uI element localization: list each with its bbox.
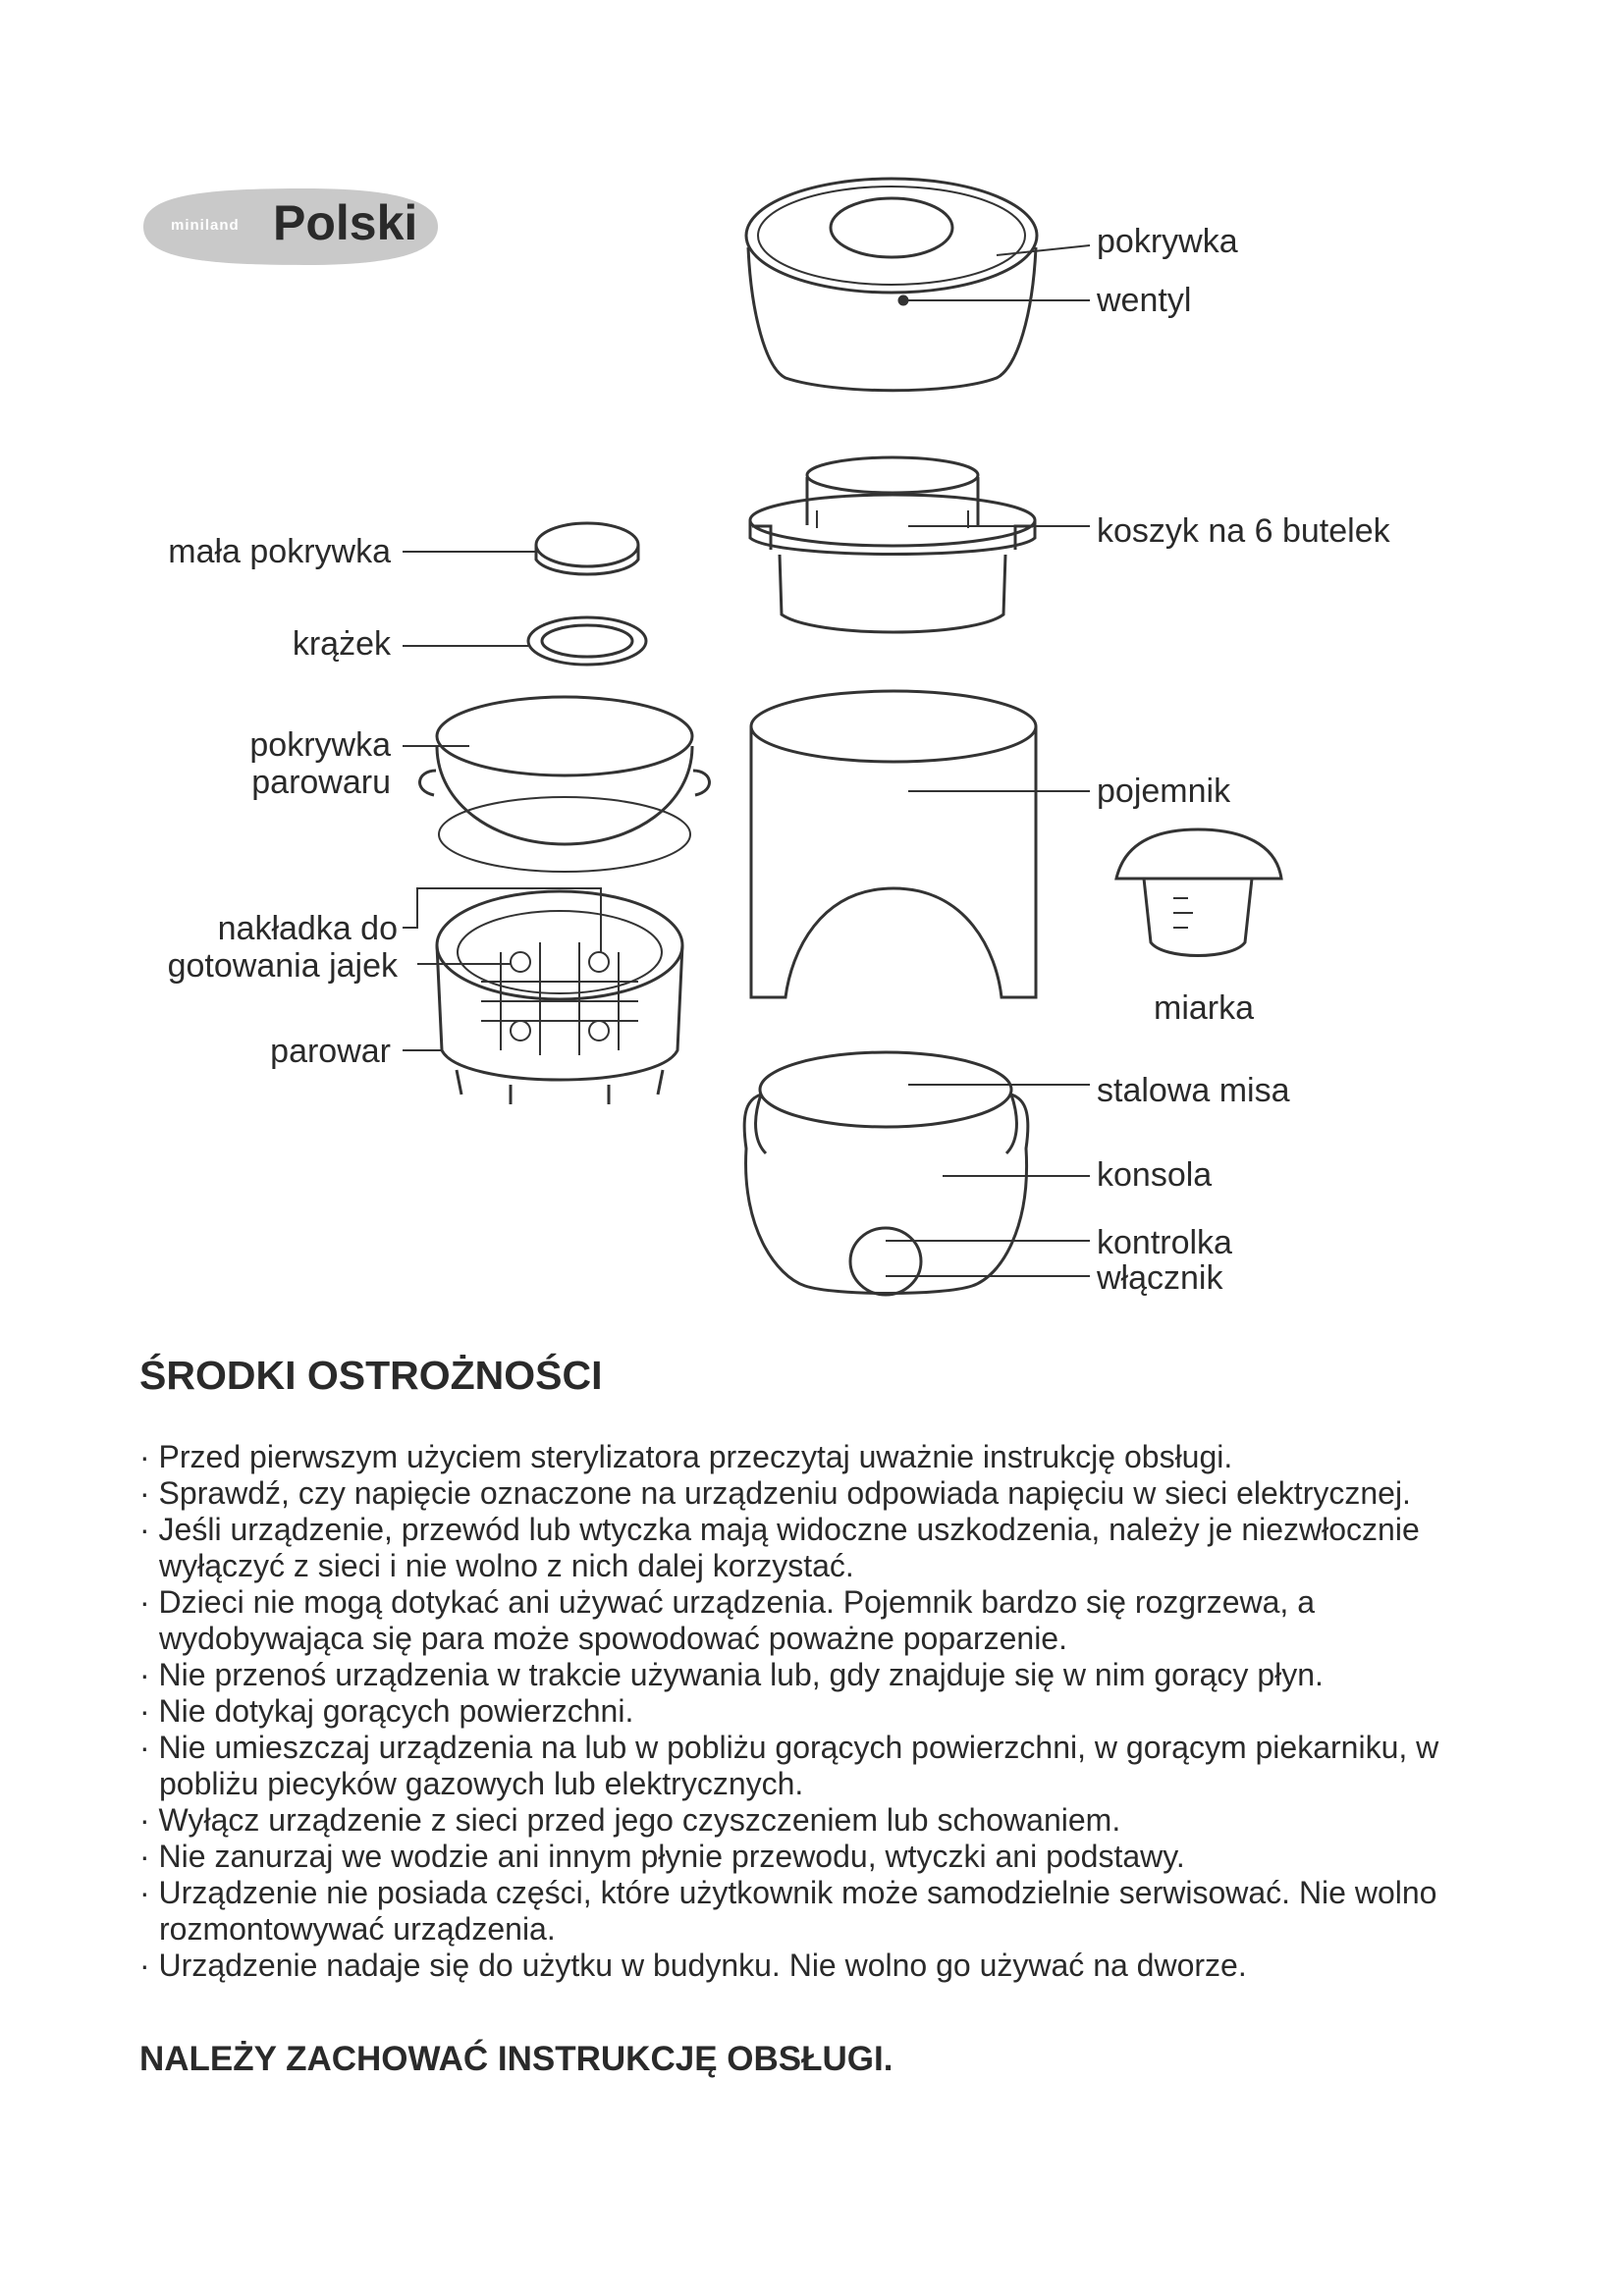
language-title: Polski bbox=[273, 195, 418, 250]
label-mala-pokrywka: mała pokrywka bbox=[168, 533, 391, 570]
lid-drawing bbox=[746, 179, 1037, 391]
basket-drawing bbox=[750, 457, 1035, 632]
leader-lines bbox=[403, 245, 1090, 1276]
list-item: · Nie umieszczaj urządzenia na lub w pobliżu gorących powierzchni, w gorącym piekarniku, w pobliżu piecyków gazowych lub elektrycznych. bbox=[139, 1730, 1514, 1802]
brand-logo: miniland bbox=[171, 217, 240, 234]
list-item: · Jeśli urządzenie, przewód lub wtyczka mają widoczne uszkodzenia, należy je niezwłocznie wyłączyć z sieci i nie wolno z nich dalej korzystać. bbox=[139, 1512, 1514, 1584]
product-diagram bbox=[0, 167, 1624, 1345]
list-item: · Wyłącz urządzenie z sieci przed jego czyszczeniem lub schowaniem. bbox=[139, 1802, 1514, 1839]
label-parowar: parowar bbox=[270, 1033, 391, 1070]
label-krazek: krążek bbox=[292, 625, 391, 663]
label-pojemnik: pojemnik bbox=[1097, 773, 1231, 810]
list-item: · Przed pierwszym użyciem sterylizatora przeczytaj uważnie instrukcję obsługi. bbox=[139, 1439, 1514, 1475]
list-item: · Nie przenoś urządzenia w trakcie używania lub, gdy znajduje się w nim gorący płyn. bbox=[139, 1657, 1514, 1693]
label-wlacznik: włącznik bbox=[1097, 1259, 1223, 1297]
list-item: · Nie zanurzaj we wodzie ani innym płynie przewodu, wtyczki ani podstawy. bbox=[139, 1839, 1514, 1875]
precautions-title: ŚRODKI OSTROŻNOŚCI bbox=[139, 1353, 603, 1398]
label-pokrywka-parowaru-2: parowaru bbox=[251, 764, 391, 801]
container-drawing bbox=[751, 691, 1036, 997]
label-kontrolka: kontrolka bbox=[1097, 1224, 1232, 1261]
list-item: · Sprawdź, czy napięcie oznaczone na urządzeniu odpowiada napięciu w sieci elektrycznej. bbox=[139, 1475, 1514, 1512]
measuring-cup-drawing bbox=[1116, 829, 1281, 956]
label-pokrywka-parowaru-1: pokrywka bbox=[249, 726, 391, 764]
label-pokrywka: pokrywka bbox=[1097, 223, 1238, 260]
small-lid-drawing bbox=[536, 523, 638, 574]
disk-drawing bbox=[528, 617, 646, 665]
base-drawing bbox=[744, 1052, 1028, 1295]
list-item: · Urządzenie nie posiada części, które użytkownik może samodzielnie serwisować. Nie wolno rozmontowywać urządzenia. bbox=[139, 1875, 1514, 1948]
label-wentyl: wentyl bbox=[1097, 282, 1192, 319]
label-nakladka-1: nakładka do bbox=[217, 910, 398, 947]
list-item: · Nie dotykaj gorących powierzchni. bbox=[139, 1693, 1514, 1730]
list-item: · Dzieci nie mogą dotykać ani używać urządzenia. Pojemnik bardzo się rozgrzewa, a wydobywająca się para może spowodować poważne poparzenie. bbox=[139, 1584, 1514, 1657]
list-item: · Urządzenie nadaje się do użytku w budynku. Nie wolno go używać na dworze. bbox=[139, 1948, 1514, 1984]
label-nakladka-2: gotowania jajek bbox=[167, 947, 398, 985]
label-koszyk: koszyk na 6 butelek bbox=[1097, 512, 1390, 550]
steamer-drawing bbox=[437, 891, 682, 1104]
keep-instructions-note: NALEŻY ZACHOWAĆ INSTRUKCJĘ OBSŁUGI. bbox=[139, 2040, 893, 2078]
label-stalowa-misa: stalowa misa bbox=[1097, 1072, 1290, 1109]
precautions-list bbox=[139, 1439, 1514, 1984]
label-konsola: konsola bbox=[1097, 1156, 1213, 1194]
label-miarka: miarka bbox=[1154, 989, 1255, 1027]
steamer-lid-drawing bbox=[420, 697, 710, 872]
